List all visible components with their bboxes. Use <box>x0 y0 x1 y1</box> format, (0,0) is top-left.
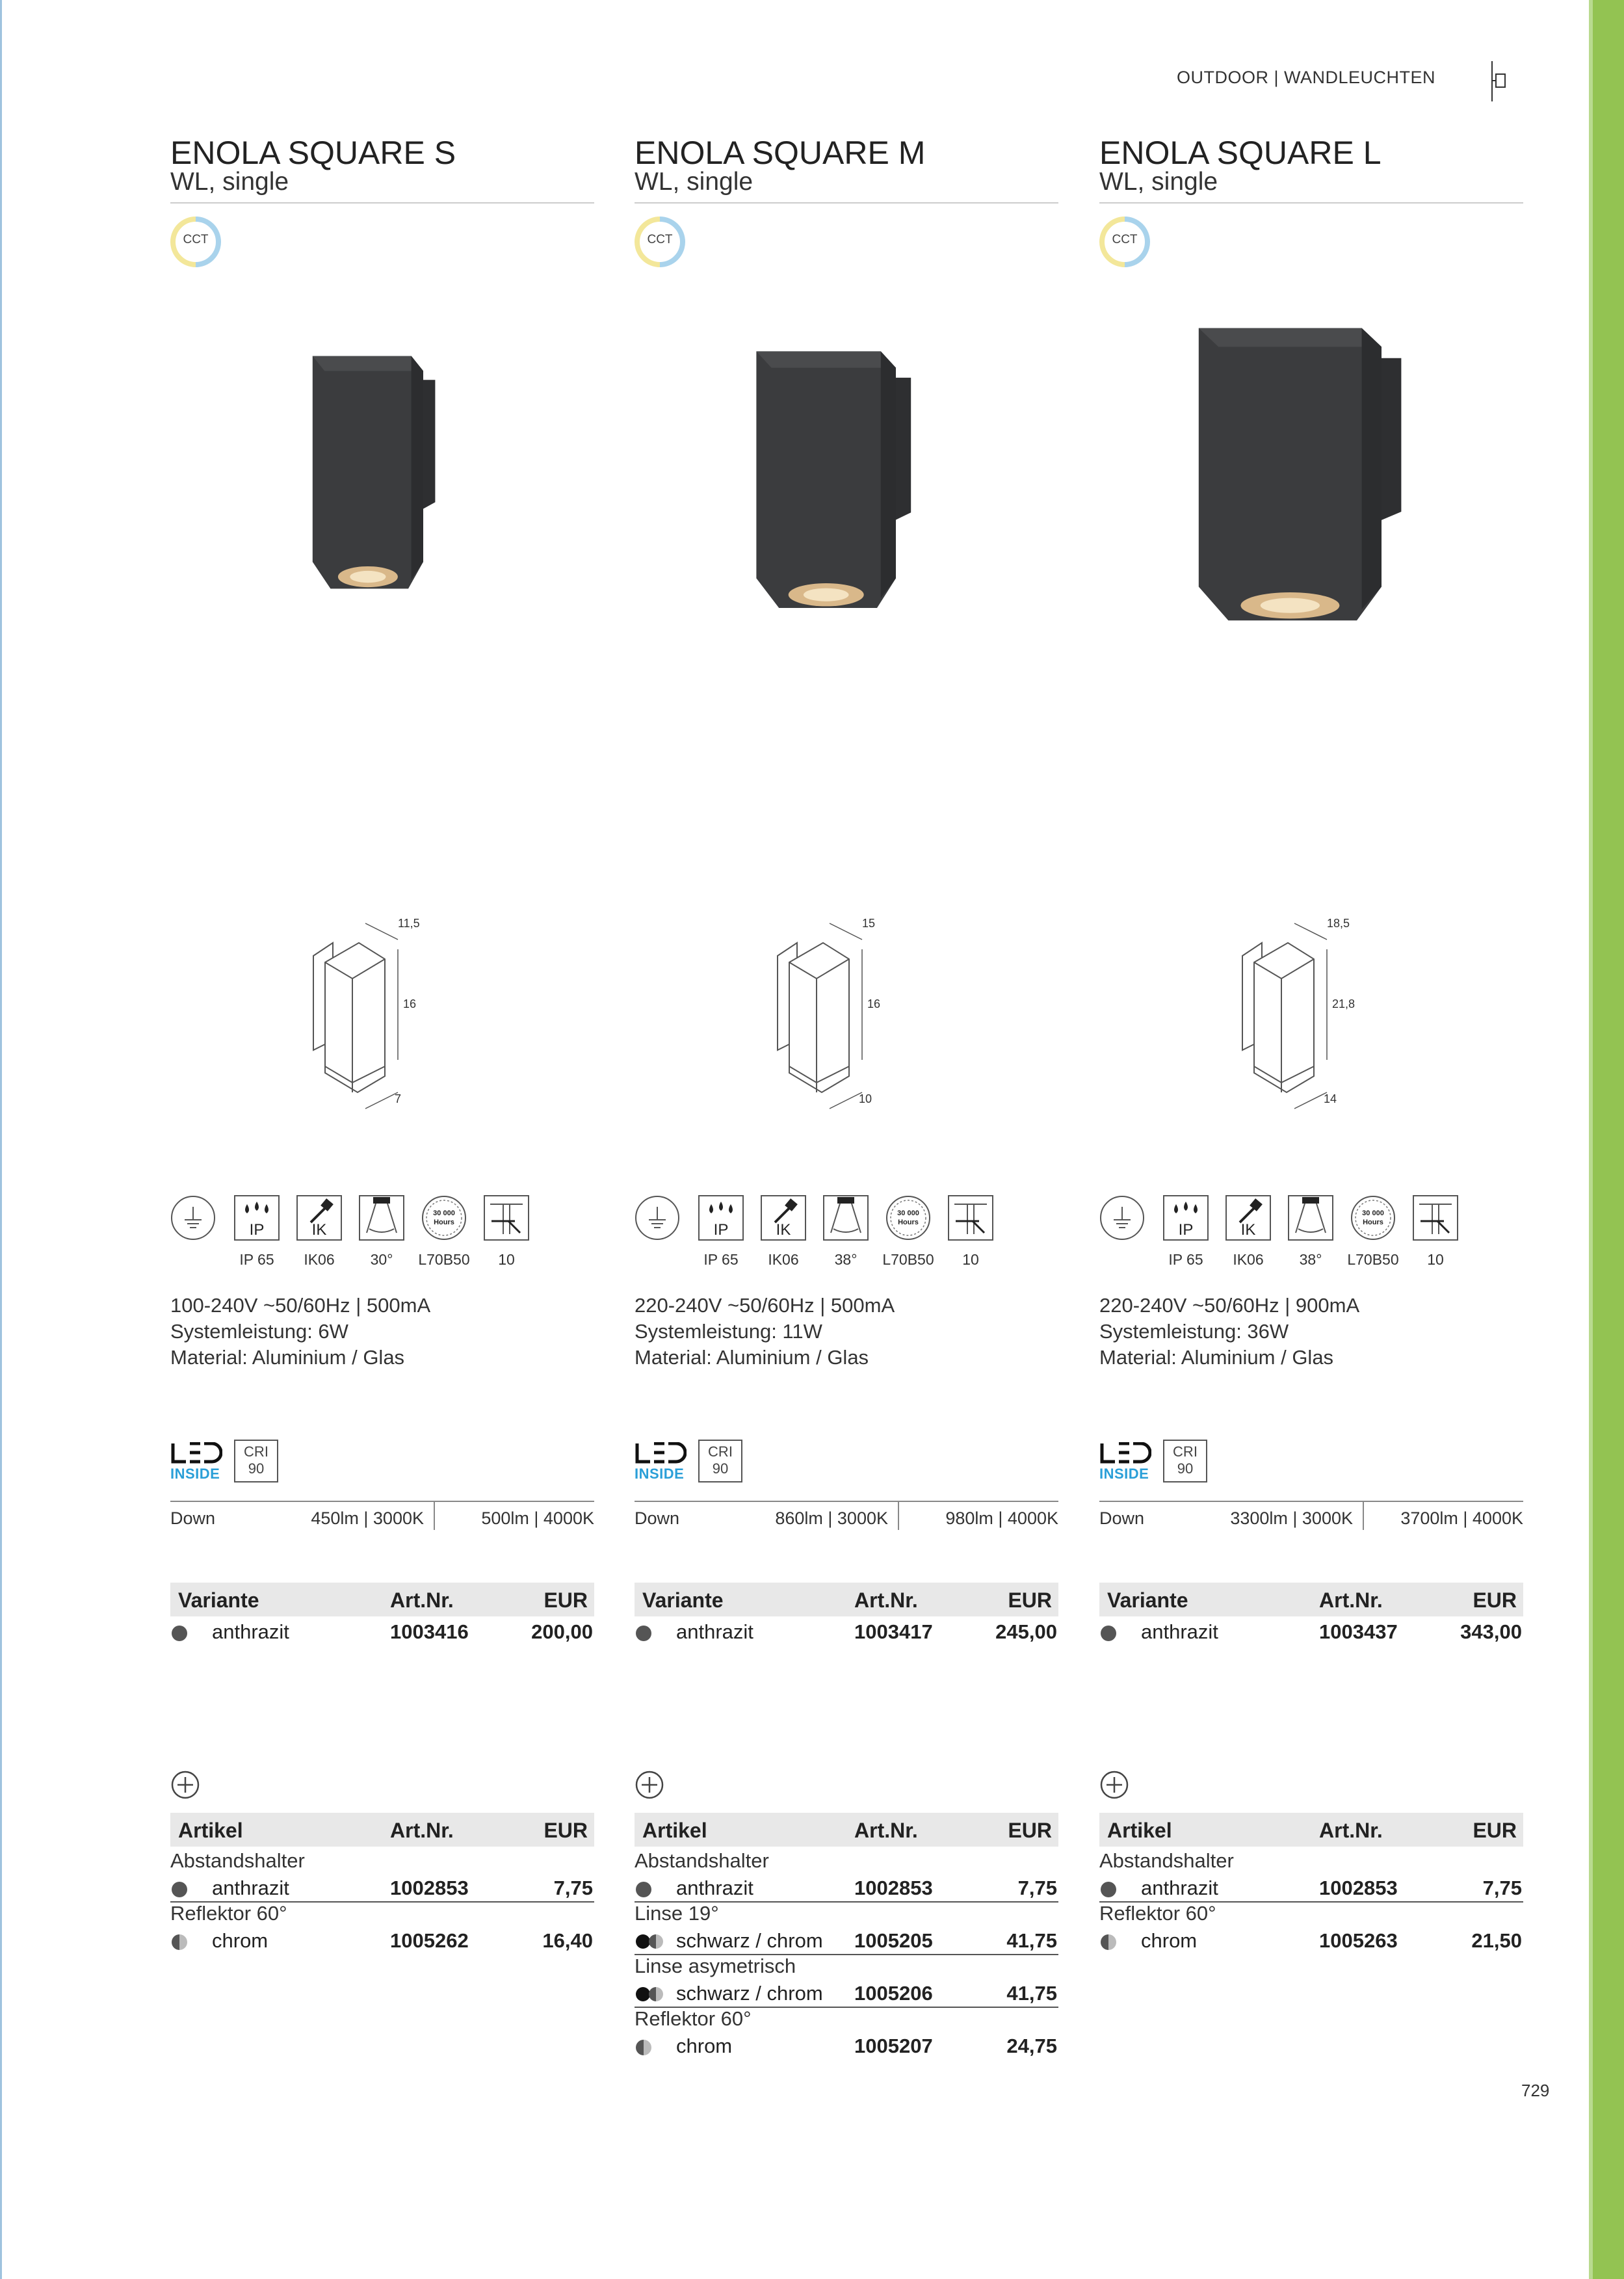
accessory-group-label: Reflektor 60° <box>170 1902 287 1925</box>
accessory-name: schwarz / chrom <box>676 1982 823 2005</box>
led-logo-icon <box>1099 1442 1151 1464</box>
product-photo <box>745 332 934 611</box>
variant-art-nr: 1003416 <box>390 1620 469 1643</box>
dim-width-label: 18,5 <box>1327 917 1350 930</box>
accessories-table <box>1099 1813 1523 2073</box>
finish-swatch-chrom <box>649 1987 663 2001</box>
finish-swatch <box>636 1882 651 1897</box>
variant-col-label: Variante <box>1107 1588 1188 1612</box>
product-title: ENOLA SQUARE M <box>635 135 926 171</box>
accessory-price: 16,40 <box>542 1929 593 1952</box>
accessory-name: schwarz / chrom <box>676 1929 823 1952</box>
ip-text: IP <box>1178 1221 1194 1239</box>
led-logo-text <box>1099 1442 1100 1443</box>
cri-label: CRI <box>1173 1443 1198 1460</box>
accessory-group-label: Abstandshalter <box>170 1849 305 1872</box>
eur-col-label: EUR <box>1008 1819 1052 1842</box>
product-subtitle: WL, single <box>635 168 753 196</box>
dimension-drawing <box>300 904 495 1118</box>
product-column <box>635 0 1058 2279</box>
accessory-row[interactable] <box>635 2033 1058 2059</box>
protection-class-icon <box>170 1195 216 1241</box>
feature-icon-label: IK06 <box>304 1251 335 1268</box>
accessory-row[interactable] <box>635 1981 1058 2007</box>
ik-text: IK <box>1240 1221 1256 1239</box>
variants-table <box>170 1583 594 1648</box>
beam-angle-icon <box>359 1195 404 1241</box>
feature-icon-label: IP 65 <box>239 1251 274 1268</box>
artnr-col-label: Art.Nr. <box>1319 1588 1383 1612</box>
feature-icon-label: L70B50 <box>418 1251 470 1268</box>
accessories-table <box>170 1813 594 2073</box>
variant-row[interactable] <box>1099 1619 1523 1645</box>
variant-price: 200,00 <box>531 1620 593 1643</box>
variant-name: anthrazit <box>1141 1620 1218 1643</box>
spec-block <box>170 1293 430 1371</box>
hours-top-text: 30 000 <box>897 1209 919 1217</box>
eur-col-label: EUR <box>544 1819 588 1842</box>
product-subtitle: WL, single <box>1099 168 1218 196</box>
eur-col-label: EUR <box>1008 1588 1052 1612</box>
cri-label: CRI <box>708 1443 733 1460</box>
led-inside-badge <box>635 1442 687 1482</box>
accessory-price: 7,75 <box>1482 1877 1522 1899</box>
accessory-row[interactable] <box>635 1875 1058 1901</box>
accessory-art-nr: 1005207 <box>854 2035 933 2057</box>
accessory-price: 7,75 <box>553 1877 593 1899</box>
artikel-col-label: Artikel <box>642 1819 707 1842</box>
title-divider <box>170 202 594 204</box>
product-title: ENOLA SQUARE S <box>170 135 456 171</box>
feature-icon-label: L70B50 <box>1347 1251 1399 1268</box>
dim-depth-label: 14 <box>1324 1092 1337 1105</box>
finish-swatch <box>636 1626 651 1641</box>
left-edge-line <box>0 0 2 2279</box>
accessories-header <box>170 1813 594 1847</box>
ik-text: IK <box>776 1221 791 1239</box>
accessory-row[interactable] <box>1099 1875 1523 1901</box>
title-divider <box>635 202 1058 204</box>
cri-badge <box>1163 1440 1207 1482</box>
feature-icon-label: IP 65 <box>703 1251 739 1268</box>
led-logo-icon <box>635 1442 687 1464</box>
variant-art-nr: 1003417 <box>854 1620 933 1643</box>
spec-line: 220-240V ~50/60Hz | 900mA <box>1099 1294 1360 1317</box>
led-logo-text <box>170 1442 171 1443</box>
lumen-divider <box>170 1501 594 1502</box>
green-side-bar <box>1589 0 1624 2279</box>
variant-col-label: Variante <box>178 1588 259 1612</box>
tilt-angle-icon <box>948 1195 993 1241</box>
variant-name: anthrazit <box>676 1620 753 1643</box>
variant-name: anthrazit <box>212 1620 289 1643</box>
finish-swatch <box>636 2040 651 2055</box>
lumen-value-4000k: 980lm | 4000K <box>945 1508 1058 1528</box>
finish-swatch <box>1101 1882 1116 1897</box>
product-title: ENOLA SQUARE L <box>1099 135 1382 171</box>
cri-badge <box>234 1440 278 1482</box>
accessory-row[interactable] <box>1099 1928 1523 1954</box>
lumen-value-3000k: 450lm | 3000K <box>311 1508 424 1528</box>
accessory-art-nr: 1005205 <box>854 1929 933 1952</box>
finish-swatch <box>172 1882 187 1897</box>
cri-value: 90 <box>248 1460 265 1477</box>
lumen-value-4000k: 3700lm | 4000K <box>1400 1508 1523 1528</box>
accessory-name: anthrazit <box>212 1877 289 1899</box>
lifetime-icon <box>1350 1195 1396 1241</box>
accessory-art-nr: 1002853 <box>854 1877 933 1899</box>
cct-label: CCT <box>1112 233 1138 246</box>
accessory-price: 24,75 <box>1006 2035 1057 2057</box>
feature-icon-label: 10 <box>498 1251 515 1268</box>
tilt-angle-icon <box>1413 1195 1458 1241</box>
spec-line: Material: Aluminium / Glas <box>635 1346 869 1369</box>
variant-row[interactable] <box>635 1619 1058 1645</box>
product-column <box>1099 0 1523 2279</box>
accessories-table <box>635 1813 1058 2073</box>
led-logo-icon <box>170 1442 222 1464</box>
finish-swatch <box>172 1626 187 1641</box>
ik-text: IK <box>311 1221 327 1239</box>
product-column <box>170 0 594 2279</box>
ip-text: IP <box>249 1221 265 1239</box>
product-photo <box>304 338 453 592</box>
accessory-group-label: Linse 19° <box>635 1902 719 1925</box>
eur-col-label: EUR <box>1473 1588 1517 1612</box>
artnr-col-label: Art.Nr. <box>1319 1819 1383 1842</box>
led-inside-text: INSIDE <box>1099 1466 1149 1482</box>
lumen-direction: Down <box>1099 1508 1145 1528</box>
hours-bottom-text: Hours <box>434 1219 454 1226</box>
dim-height-label: 16 <box>403 997 417 1010</box>
accessory-row[interactable] <box>170 1928 594 1954</box>
spec-line: Systemleistung: 36W <box>1099 1320 1289 1343</box>
accessory-group-label: Abstandshalter <box>635 1849 769 1872</box>
variants-table <box>635 1583 1058 1648</box>
accessory-group-label: Abstandshalter <box>1099 1849 1234 1872</box>
dimension-drawing <box>1229 904 1424 1118</box>
feature-icon-label: L70B50 <box>882 1251 934 1268</box>
dim-depth-label: 10 <box>859 1092 872 1105</box>
spec-line: 100-240V ~50/60Hz | 500mA <box>170 1294 431 1317</box>
beam-angle-icon <box>1288 1195 1333 1241</box>
finish-swatch-chrom <box>649 1934 663 1949</box>
variants-header <box>635 1583 1058 1616</box>
feature-icon-label: IK06 <box>768 1251 799 1268</box>
hours-bottom-text: Hours <box>1363 1219 1383 1226</box>
feature-icons <box>635 1195 1058 1273</box>
dimension-drawing <box>765 904 960 1118</box>
spec-line: Systemleistung: 11W <box>635 1320 822 1343</box>
finish-swatch <box>172 1934 187 1950</box>
lumen-direction: Down <box>635 1508 680 1528</box>
variants-table <box>1099 1583 1523 1648</box>
lumen-divider <box>635 1501 1058 1502</box>
artikel-col-label: Artikel <box>178 1819 243 1842</box>
dim-depth-label: 7 <box>395 1092 402 1105</box>
cct-badge <box>170 217 221 267</box>
cct-badge <box>635 217 685 267</box>
accessory-group-label: Linse asymetrisch <box>635 1955 796 1977</box>
spec-line: 220-240V ~50/60Hz | 500mA <box>635 1294 895 1317</box>
hours-top-text: 30 000 <box>1362 1209 1384 1217</box>
feature-icon-label: IP 65 <box>1168 1251 1203 1268</box>
dim-height-label: 21,8 <box>1332 997 1356 1010</box>
accessory-name: chrom <box>1141 1929 1198 1952</box>
accessory-row[interactable] <box>170 1875 594 1901</box>
title-divider <box>1099 202 1523 204</box>
lumen-value-3000k: 860lm | 3000K <box>775 1508 888 1528</box>
protection-class-icon <box>635 1195 680 1241</box>
finish-swatch-black <box>636 1934 650 1949</box>
lumen-direction: Down <box>170 1508 216 1528</box>
lumen-value-4000k: 500lm | 4000K <box>481 1508 594 1528</box>
feature-icons <box>1099 1195 1523 1273</box>
accessory-art-nr: 1005206 <box>854 1982 933 2005</box>
variant-price: 343,00 <box>1460 1620 1522 1643</box>
accessory-name: chrom <box>212 1929 268 1952</box>
led-inside-text: INSIDE <box>170 1466 220 1482</box>
lifetime-icon <box>885 1195 931 1241</box>
product-photo <box>1184 306 1431 624</box>
cri-label: CRI <box>244 1443 268 1460</box>
dim-width-label: 15 <box>862 917 876 930</box>
section-header: OUTDOOR | WANDLEUCHTEN <box>1176 68 1435 87</box>
cct-badge <box>1099 217 1150 267</box>
accessory-group-label: Reflektor 60° <box>635 2007 752 2030</box>
spec-line: Systemleistung: 6W <box>170 1320 348 1343</box>
led-inside-badge <box>1099 1442 1151 1482</box>
accessory-price: 41,75 <box>1006 1982 1057 2005</box>
artnr-col-label: Art.Nr. <box>854 1819 918 1842</box>
accessory-name: anthrazit <box>1141 1877 1218 1899</box>
cri-value: 90 <box>712 1460 729 1477</box>
feature-icon-label: 38° <box>834 1251 858 1268</box>
lifetime-icon <box>421 1195 467 1241</box>
feature-icon-label: 10 <box>1427 1251 1444 1268</box>
cri-badge <box>698 1440 742 1482</box>
eur-col-label: EUR <box>544 1588 588 1612</box>
accessories-header <box>1099 1813 1523 1847</box>
accessory-art-nr: 1002853 <box>390 1877 469 1899</box>
accessory-art-nr: 1005263 <box>1319 1929 1398 1952</box>
accessory-price: 7,75 <box>1017 1877 1057 1899</box>
accessory-price: 41,75 <box>1006 1929 1057 1952</box>
feature-icons <box>170 1195 594 1273</box>
led-inside-text: INSIDE <box>635 1466 685 1482</box>
cri-value: 90 <box>1177 1460 1194 1477</box>
finish-swatch-black <box>636 1987 650 2001</box>
accessory-name: anthrazit <box>676 1877 753 1899</box>
feature-icon-label: 38° <box>1299 1251 1322 1268</box>
eur-col-label: EUR <box>1473 1819 1517 1842</box>
spec-block <box>1099 1293 1359 1371</box>
dim-width-label: 11,5 <box>398 917 420 930</box>
accessories-plus-icon <box>635 1770 664 1800</box>
hours-bottom-text: Hours <box>898 1219 919 1226</box>
variant-price: 245,00 <box>995 1620 1057 1643</box>
accessory-row[interactable] <box>635 1928 1058 1954</box>
spec-line: Material: Aluminium / Glas <box>1099 1346 1334 1369</box>
beam-angle-icon <box>823 1195 869 1241</box>
finish-swatch <box>1101 1626 1116 1641</box>
cct-label: CCT <box>647 233 673 246</box>
tilt-angle-icon <box>484 1195 529 1241</box>
lumen-value-3000k: 3300lm | 3000K <box>1230 1508 1353 1528</box>
dim-height-label: 16 <box>867 997 881 1010</box>
protection-class-icon <box>1099 1195 1145 1241</box>
accessories-header <box>635 1813 1058 1847</box>
led-inside-badge <box>170 1442 222 1482</box>
feature-icon-label: IK06 <box>1233 1251 1264 1268</box>
accessory-group-label: Reflektor 60° <box>1099 1902 1216 1925</box>
variant-art-nr: 1003437 <box>1319 1620 1398 1643</box>
accessory-name: chrom <box>676 2035 733 2057</box>
ip-text: IP <box>713 1221 729 1239</box>
lumen-divider <box>1099 1501 1523 1502</box>
finish-swatch <box>1101 1934 1116 1950</box>
feature-icon-label: 10 <box>962 1251 979 1268</box>
variant-col-label: Variante <box>642 1588 724 1612</box>
artnr-col-label: Art.Nr. <box>854 1588 918 1612</box>
spec-block <box>635 1293 895 1371</box>
product-subtitle: WL, single <box>170 168 289 196</box>
spec-line: Material: Aluminium / Glas <box>170 1346 405 1369</box>
artnr-col-label: Art.Nr. <box>390 1588 454 1612</box>
hours-top-text: 30 000 <box>433 1209 455 1217</box>
variants-header <box>170 1583 594 1616</box>
accessories-plus-icon <box>1099 1770 1129 1800</box>
accessory-price: 21,50 <box>1471 1929 1522 1952</box>
page-number: 729 <box>1521 2081 1550 2100</box>
artnr-col-label: Art.Nr. <box>390 1819 454 1842</box>
artikel-col-label: Artikel <box>1107 1819 1172 1842</box>
accessories-plus-icon <box>170 1770 200 1800</box>
variant-row[interactable] <box>170 1619 594 1645</box>
accessory-art-nr: 1005262 <box>390 1929 469 1952</box>
cct-label: CCT <box>183 233 209 246</box>
accessory-art-nr: 1002853 <box>1319 1877 1398 1899</box>
variants-header <box>1099 1583 1523 1616</box>
feature-icon-label: 30° <box>370 1251 393 1268</box>
